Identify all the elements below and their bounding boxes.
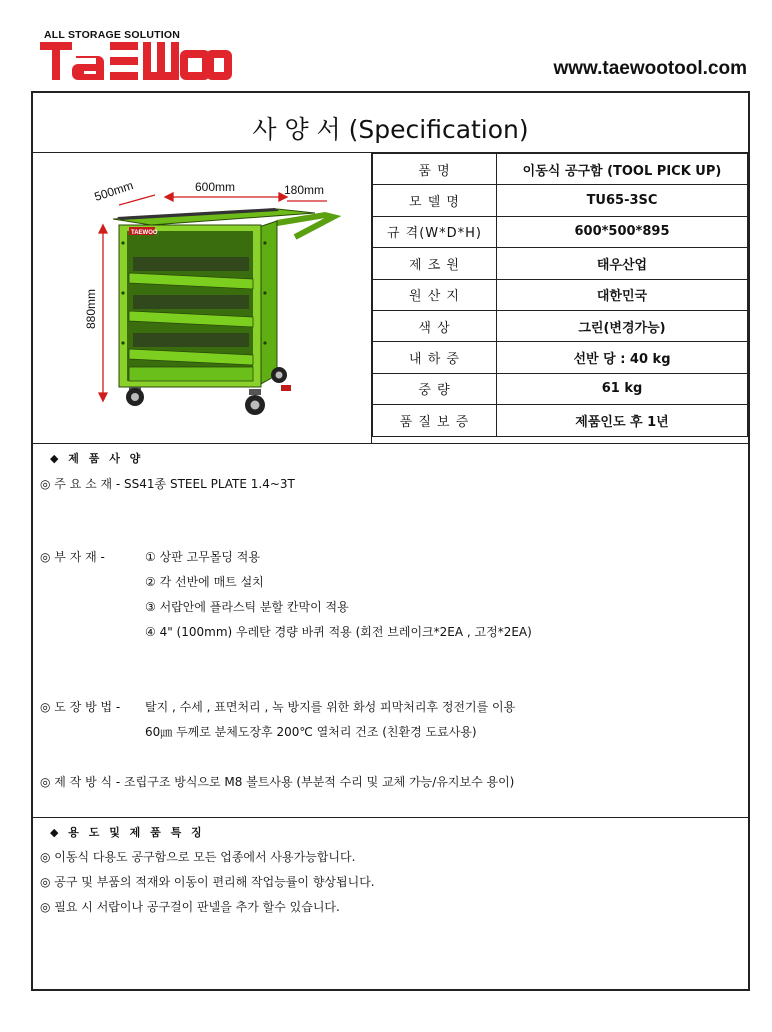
- spec-row: [373, 185, 748, 216]
- dim-handle-label: 180mm: [284, 183, 325, 197]
- spec-label: 품 질 보 증: [373, 405, 497, 436]
- spec-label: 모 델 명: [373, 185, 497, 216]
- spec-label: 품 명: [373, 154, 497, 185]
- spec-value: 제품인도 후 1년: [497, 405, 748, 436]
- parts-item-2: ② 각 선반에 매트 설치: [145, 575, 264, 589]
- spec-row: [373, 342, 748, 373]
- parts-item-1: ① 상판 고무몰딩 적용: [145, 550, 260, 564]
- spec-row: [373, 154, 748, 185]
- spec-row: [373, 248, 748, 279]
- spec-row: [373, 405, 748, 436]
- spec-row: [373, 373, 748, 404]
- parts-item-4: ④ 4" (100mm) 우레탄 경량 바퀴 적용 (회전 브레이크*2EA , 고정*2EA): [145, 625, 532, 639]
- dim-width-label: 600mm: [195, 180, 236, 194]
- spec-table: [372, 153, 748, 437]
- parts-item-3: ③ 서랍안에 플라스틱 분할 칸막이 적용: [145, 600, 349, 614]
- coating-label: ◎ 도 장 방 법 -: [40, 700, 121, 714]
- spec-label: 제 조 원: [373, 248, 497, 279]
- spec-label: 원 산 지: [373, 279, 497, 310]
- spec-label: 중 량: [373, 373, 497, 404]
- usage-item-2: ◎ 공구 및 부품의 적재와 이동이 편리해 작업능률이 향상됩니다.: [40, 875, 375, 889]
- spec-value: 61 kg: [497, 373, 748, 404]
- tool-cart-illustration: [33, 153, 372, 443]
- spec-value: 600*500*895: [497, 216, 748, 247]
- spec-value: 이동식 공구함 (TOOL PICK UP): [497, 154, 748, 185]
- logo-tagline: ALL STORAGE SOLUTION: [44, 29, 181, 41]
- page-title: 사 양 서 (Specification): [252, 115, 529, 144]
- parts-label: ◎ 부 자 재 -: [40, 550, 105, 564]
- spec-value: 그린(변경가능): [497, 310, 748, 341]
- spec-label: 규 격(W*D*H): [373, 216, 497, 247]
- product-spec-heading: ◆ 제 품 사 양: [50, 452, 144, 465]
- dim-depth-label: 500mm: [92, 178, 135, 204]
- dim-height-label: 880mm: [84, 288, 98, 329]
- section-divider-1: [33, 443, 748, 444]
- taewoo-logo: [40, 36, 232, 84]
- spec-label: 내 하 중: [373, 342, 497, 373]
- material-line: ◎ 주 요 소 재 - SS41종 STEEL PLATE 1.4~3T: [40, 477, 295, 491]
- spec-value: 태우산업: [497, 248, 748, 279]
- spec-value: TU65-3SC: [497, 185, 748, 216]
- usage-heading: ◆ 용 도 및 제 품 특 징: [50, 826, 205, 839]
- spec-label: 색 상: [373, 310, 497, 341]
- section-divider-2: [33, 817, 748, 818]
- spec-value: 선반 당 : 40 kg: [497, 342, 748, 373]
- usage-item-3: ◎ 필요 시 서랍이나 공구걸이 판넬을 추가 할수 있습니다.: [40, 900, 340, 914]
- spec-row: [373, 310, 748, 341]
- spec-row: [373, 216, 748, 247]
- spec-row: [373, 279, 748, 310]
- cart-brand-label: TAEWOO: [131, 230, 158, 236]
- product-image-area: [33, 153, 372, 443]
- coating-line-1: 탈지 , 수세 , 표면처리 , 녹 방지를 위한 화성 피막처리후 정전기를 이용: [145, 700, 516, 714]
- spec-value: 대한민국: [497, 279, 748, 310]
- usage-item-1: ◎ 이동식 다용도 공구함으로 모든 업종에서 사용가능합니다.: [40, 850, 356, 864]
- website-url[interactable]: www.taewootool.com: [553, 58, 747, 79]
- coating-line-2: 60㎛ 두께로 분체도장후 200℃ 열처리 건조 (친환경 도료사용): [145, 725, 477, 739]
- title-row: [33, 93, 748, 153]
- making-line: ◎ 제 작 방 식 - 조립구조 방식으로 M8 볼트사용 (부분적 수리 및 교체 가능/유지보수 용이): [40, 775, 515, 789]
